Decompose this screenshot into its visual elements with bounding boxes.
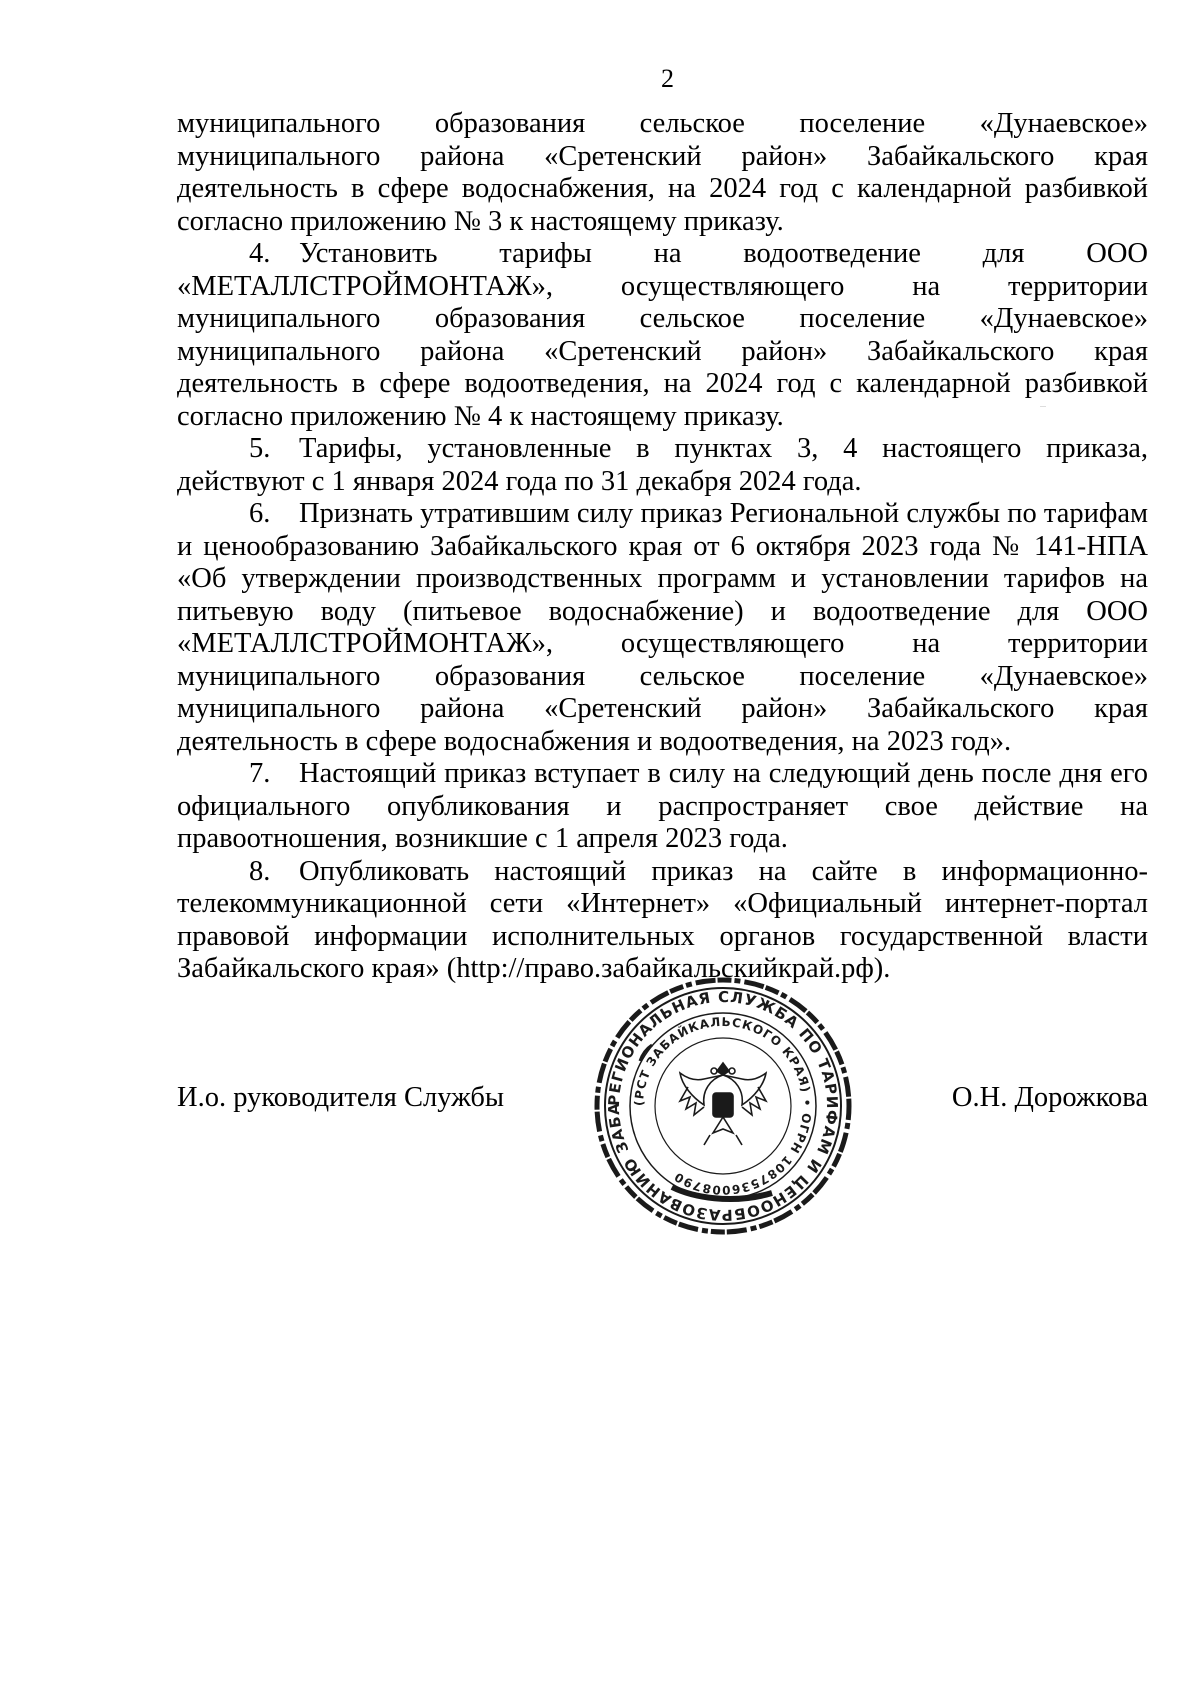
paragraph-item-5 [177, 433, 1148, 498]
seal-graphic [592, 975, 854, 1237]
paragraph-text: Тарифы, установленные в пунктах 3, 4 настоящего приказа, действуют с 1 января 2024 года по 31 декабря 2024 года. [177, 433, 1148, 497]
seal-outer-text: РЕГИОНАЛЬНАЯ СЛУЖБА ПО ТАРИФАМ И ЦЕНООБРАЗОВАНИЮ ЗАБА [604, 987, 842, 1225]
paragraph-text: Установить тарифы на водоотведение для ООО «МЕТАЛЛСТРОЙМОНТАЖ», осуществляющего на территории муниципального образования сельское поселение «Дунаевское» муниципального района «Сретенский район» Забайкальского края деятельность в сфере водоотведения, на 2024 год с календарной разбивкой согласно приложению № 4 к настоящему приказу. [177, 238, 1148, 432]
official-seal [592, 975, 854, 1237]
paragraph-number: 5. [249, 433, 271, 464]
signatory-position: И.о. руководителя Службы [177, 1082, 505, 1113]
paragraph-item-7 [177, 758, 1148, 856]
coat-of-arms-icon [680, 1063, 766, 1145]
scan-artifact [1040, 406, 1046, 407]
seal-inner-text: (РСТ ЗАБАЙКАЛЬСКОГО КРАЯ) • ОГРН 1087536008790 [631, 1014, 815, 1198]
paragraph-text: Признать утратившим силу приказ Региональной службы по тарифам и ценообразованию Забайкальского края от 6 октября 2023 года № 141-НПА «Об утверждении производственных программ и установлении тарифов на питьевую воду (питьевое водоснабжение) и водоотведение для ООО «МЕТАЛЛСТРОЙМОНТАЖ», осуществляющего на территории муниципального образования сельское поселение «Дунаевское» муниципального района «Сретенский район» Забайкальского края деятельность в сфере водоснабжения и водоотведения, на 2023 год». [177, 498, 1148, 757]
paragraph-number: 8. [249, 855, 271, 887]
paragraph-item-8 [177, 856, 1148, 986]
paragraph-number: 4. [249, 238, 271, 269]
paragraph-number: 6. [249, 498, 271, 529]
paragraph-text: Настоящий приказ вступает в силу на следующий день после дня его официального опубликования и распространяет свое действие на правоотношения, возникшие с 1 апреля 2023 года. [177, 758, 1148, 854]
paragraph-text: муниципального образования сельское поселение «Дунаевское» муниципального района «Сретенский район» Забайкальского края деятельность в сфере водоснабжения, на 2024 год с календарной разбивкой согласно приложению № 3 к настоящему приказу. [177, 108, 1148, 237]
signatory-name: О.Н. Дорожкова [951, 1082, 1148, 1113]
document-body [177, 108, 1148, 986]
paragraph-continuation [177, 108, 1148, 238]
paragraph-item-6 [177, 498, 1148, 758]
paragraph-item-4 [177, 238, 1148, 433]
paragraph-number: 7. [249, 758, 271, 789]
paragraph-text: Опубликовать настоящий приказ на сайте в информационно-телекоммуникационной сети «Интернет» «Официальный интернет-портал правовой информации исполнительных органов государственной власти Забайкальского края» (http://право.забайкальскийкрай.рф). [177, 855, 1148, 984]
page-number-text: 2 [661, 64, 674, 93]
